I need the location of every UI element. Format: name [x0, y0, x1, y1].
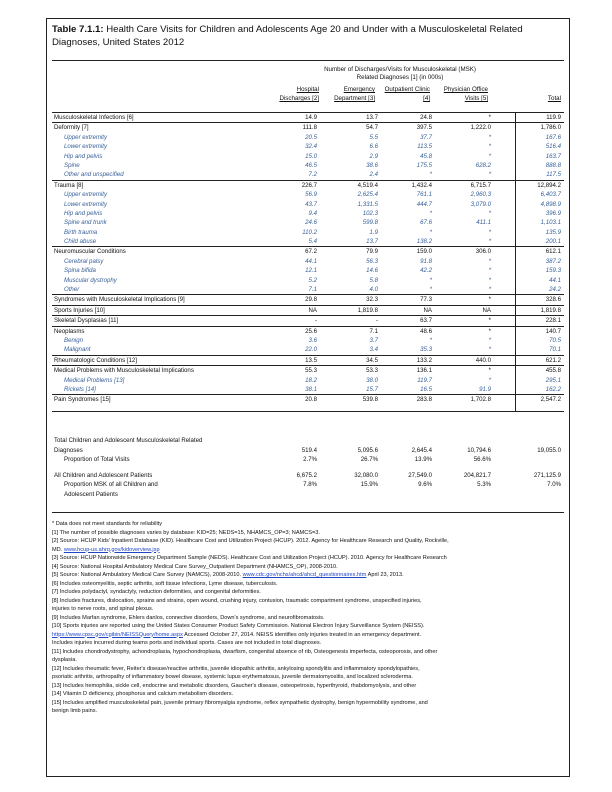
cell-total: 163.7 — [545, 152, 561, 160]
summary-prop-hospital: 2.7% — [303, 456, 317, 464]
cell-hospital: 3.6 — [308, 336, 317, 344]
cell-physician: * — [488, 209, 491, 217]
summary-all-ed: 32,080.0 — [354, 471, 378, 479]
cell-hospital: 55.3 — [305, 367, 317, 375]
summary-all-total: 271,125.9 — [533, 471, 561, 479]
cell-total: 117.5 — [546, 171, 561, 179]
cell-outpatient: 42.2 — [420, 267, 432, 275]
cell-ed: 2,625.4 — [357, 191, 378, 199]
footnote-8: [8] Includes fractures, dislocation, sprains and strains, open wound, crushing injury, contusion, traumatic compartment syndrome, unspecified injuries, — [52, 597, 422, 604]
cell-hospital: 5.2 — [308, 276, 317, 284]
table-row — [52, 355, 564, 365]
cell-outpatient: * — [429, 276, 432, 284]
cell-physician: * — [488, 336, 491, 344]
row-label: Lower extremity — [64, 143, 108, 151]
row-label: Other — [64, 286, 80, 294]
cell-hospital: 20.5 — [305, 133, 317, 141]
footnote-12-cont: psoriatic arthritis, arthropathy of inflammatory bowel disease, systemic lupus erythematosus, juvenile dermatomyositis, and localized scleroderma. — [52, 674, 413, 680]
cell-outpatient: 138.2 — [416, 238, 432, 246]
table-subrow — [52, 385, 564, 394]
cell-outpatient: 45.8 — [420, 152, 432, 160]
row-label: Neoplasms — [54, 327, 85, 335]
row-label: Hip and pelvis — [64, 209, 103, 217]
table-subrow — [52, 266, 564, 275]
row-label: Medical Problems with Musculoskeletal Implications — [54, 367, 194, 375]
cell-total: 135.9 — [545, 228, 561, 236]
cell-outpatient: 91.8 — [420, 257, 432, 265]
summary-prop2-total: 7.0% — [547, 481, 561, 489]
cell-hospital: 111.8 — [302, 124, 317, 132]
cell-physician: * — [488, 276, 491, 284]
cell-ed: 13.7 — [366, 238, 378, 246]
cell-hospital: - — [314, 317, 317, 325]
col-physician-l2: Visits [5] — [464, 95, 488, 102]
cell-outpatient: 761.1 — [416, 191, 432, 199]
cell-ed: 102.3 — [362, 209, 378, 217]
table-row — [52, 122, 564, 132]
cell-hospital: 9.4 — [308, 209, 317, 217]
cell-outpatient: 397.5 — [416, 124, 432, 132]
cell-hospital: 24.6 — [305, 219, 317, 227]
cell-total: 159.3 — [545, 267, 561, 275]
summary-total-total: 19,055.0 — [537, 446, 561, 454]
summary-all-outpatient: 27,549.0 — [408, 471, 432, 479]
cell-ed: 1.9 — [369, 228, 378, 236]
cell-outpatient: 16.5 — [420, 385, 432, 393]
table-subrow — [52, 161, 564, 170]
summary-prop2-label1: Proportion MSK of all Children and — [64, 481, 158, 489]
cell-total: 1,103.1 — [540, 219, 561, 227]
row-label: Spine — [64, 161, 80, 169]
cell-outpatient: 67.6 — [420, 219, 432, 227]
summary-prop2-ed: 15.9% — [360, 481, 378, 489]
cell-total: 228.1 — [545, 317, 561, 325]
cell-ed: 32.3 — [366, 296, 378, 304]
col-hospital-l1: Hospital — [296, 86, 319, 93]
cell-hospital: 15.0 — [305, 152, 317, 160]
cell-physician: * — [488, 143, 491, 151]
cell-ed: 2.9 — [369, 152, 378, 160]
summary-total-label2: Diagnoses — [54, 446, 83, 454]
cell-ed: 13.7 — [366, 114, 378, 121]
table-subrow — [52, 190, 564, 199]
footnote-10-cont: https://www.cpsc.gov/cgibin/NEISSQuery/home.aspx Accessed October 27, 2014. NEISS identifies only injuries treated in an emergency department. — [52, 631, 422, 638]
row-label: Spine and trunk — [64, 219, 107, 227]
header-group-line1: Number of Discharges/Visits for Musculoskeletal (MSK) — [324, 66, 476, 73]
row-label: Deformity [7] — [54, 124, 89, 132]
row-label: Muscular dystrophy — [64, 276, 117, 284]
cell-ed: 1,819.8 — [357, 306, 378, 314]
cell-outpatient: 35.3 — [420, 346, 432, 354]
row-label: Syndromes with Musculoskeletal Implications [9] — [54, 296, 185, 304]
cell-physician: * — [488, 238, 491, 246]
row-label: Cerebral palsy — [64, 257, 104, 265]
cell-total: 295.1 — [545, 376, 561, 384]
table-row — [52, 394, 564, 404]
cell-outpatient: 136.1 — [416, 367, 432, 375]
cell-total: 612.1 — [545, 248, 561, 256]
table-subrow — [52, 133, 564, 142]
cell-outpatient: * — [429, 228, 432, 236]
cell-hospital: 29.8 — [305, 296, 317, 304]
row-label: Medical Problems [13] — [64, 376, 125, 384]
cell-ed: 539.8 — [362, 396, 378, 404]
cell-outpatient: 63.7 — [420, 317, 432, 325]
cell-ed: 5.5 — [369, 133, 378, 141]
cell-physician: 1,702.8 — [470, 396, 491, 404]
cell-ed: 6.6 — [369, 143, 378, 151]
summary-prop2-label2: Adolescent Patients — [64, 490, 118, 498]
table-subrow — [52, 237, 564, 246]
cell-outpatient: * — [429, 286, 432, 294]
row-label: Rickets [14] — [64, 385, 96, 393]
cell-physician: 306.0 — [475, 248, 491, 256]
col-ed-l1: Emergency — [343, 86, 375, 93]
table-row — [52, 113, 564, 122]
cell-total: 44.1 — [549, 276, 561, 284]
summary-all-label: All Children and Adolescent Patients — [54, 471, 153, 479]
row-label: Upper extremity — [64, 191, 108, 199]
cell-hospital: 25.6 — [305, 327, 317, 335]
cell-ed: 4.0 — [369, 286, 378, 294]
cell-physician: 2,960.3 — [470, 191, 491, 199]
footnote-15: [15] Includes amplified musculoskeletal pain, juvenile primary fibromyalgia syndrome, reflex sympathetic dystrophy, benign hypermobility syndrome, and — [52, 699, 428, 706]
summary-prop2-outpatient: 9.6% — [418, 481, 432, 489]
cell-physician: * — [488, 346, 491, 354]
body-rule — [52, 411, 564, 412]
cell-physician: 3,079.0 — [470, 200, 491, 208]
cell-hospital: NA — [308, 306, 317, 314]
row-label: Malignant — [64, 346, 91, 354]
table-subrow — [52, 170, 564, 179]
title-rule — [52, 60, 564, 61]
cell-ed: 79.9 — [366, 248, 378, 256]
table-row — [52, 305, 564, 315]
cell-outpatient: * — [429, 336, 432, 344]
cell-physician: 1,222.0 — [470, 124, 491, 132]
cell-total: 167.6 — [545, 133, 561, 141]
cell-hospital: 56.9 — [305, 191, 317, 199]
cell-physician: * — [488, 152, 491, 160]
table-subrow — [52, 285, 564, 294]
footnote-8-cont: injuries to nerve roots, and spinal plexus. — [52, 606, 154, 612]
cell-total: 200.1 — [545, 238, 561, 246]
neiss-query-link[interactable]: https://www.cpsc.gov/cgibin/NEISSQuery/home.aspx — [52, 631, 183, 638]
summary-prop2-row — [52, 480, 564, 490]
cell-total: 396.9 — [545, 209, 561, 217]
row-label: Child abuse — [64, 238, 97, 246]
cell-hospital: 7.1 — [308, 286, 317, 294]
cell-outpatient: 283.8 — [416, 396, 432, 404]
cell-physician: * — [488, 171, 491, 179]
summary-prop-ed: 26.7% — [360, 456, 378, 464]
cell-hospital: 43.7 — [305, 200, 317, 208]
table-subrow — [52, 376, 564, 385]
cell-total: 140.7 — [545, 327, 561, 335]
col-total: Total — [547, 95, 561, 102]
cell-physician: 91.9 — [479, 385, 491, 393]
table-body — [52, 113, 564, 405]
notes-rule — [52, 512, 564, 513]
row-label: Other and unspecified — [64, 171, 124, 179]
cell-hospital: 20.8 — [305, 396, 317, 404]
summary-all-hospital: 6,675.2 — [296, 471, 317, 479]
cell-hospital: 5.4 — [308, 238, 317, 246]
footnote-reliability: * Data does not meet standards for reliability — [52, 521, 163, 527]
footnote-1: [1] The number of possible diagnoses varies by database: KID=25; NEDS=15, NHAMCS_OP=3; NAMCS=3. — [52, 529, 320, 536]
cell-total: 2,547.2 — [540, 396, 561, 404]
cell-hospital: 32.4 — [305, 143, 317, 151]
cell-ed: 56.3 — [366, 257, 378, 265]
cell-physician: 440.0 — [475, 356, 491, 364]
summary-total-label-row — [52, 436, 564, 446]
footnote-2: [2] Source: HCUP Kids' Inpatient Database (KID). Healthcare Cost and Utilization Project (HCUP). 2012. Agency for Healthcare Research and Quality, Rockville, — [52, 538, 449, 544]
cell-ed: 7.1 — [369, 327, 378, 335]
summary-proportion-label: Proportion of Total Visits — [64, 456, 130, 464]
cell-physician: * — [488, 296, 491, 304]
cell-total: 328.6 — [545, 296, 561, 304]
cell-hospital: 14.9 — [305, 114, 317, 121]
cell-outpatient: 48.6 — [420, 327, 432, 335]
cell-hospital: 46.5 — [305, 161, 317, 169]
cell-physician: * — [488, 133, 491, 141]
cell-total: 516.4 — [545, 143, 561, 151]
summary-prop-outpatient: 13.9% — [414, 456, 432, 464]
cell-outpatient: 444.7 — [416, 200, 432, 208]
footnote-9: [9] Includes Marfan syndrome, Ehlers danlos, connective disorders, Down's syndrome, and neurofibromatosis. — [52, 614, 325, 621]
row-label: Hip and pelvis — [64, 152, 103, 160]
col-ed-l2: Department [3] — [334, 95, 375, 102]
cell-ed: 3.7 — [369, 336, 378, 344]
cell-hospital: 7.2 — [308, 171, 317, 179]
table-title — [52, 24, 564, 49]
cell-physician: * — [488, 228, 491, 236]
cell-total: 119.9 — [546, 114, 561, 121]
table-subrow — [52, 200, 564, 209]
table-subrow — [52, 336, 564, 345]
namcs-questionnaires-link[interactable]: www.cdc.gov/nchs/ahcd/ahcd_questionnaires.htm — [242, 572, 367, 578]
summary-total-row — [52, 446, 564, 456]
cell-hospital: 110.2 — [302, 228, 317, 236]
table-subrow — [52, 152, 564, 161]
footnote-6: [6] Includes osteomyelitis, septic arthritis, soft tissue infections, Lyme disease, tuberculosis. — [52, 580, 278, 587]
footnote-7: [7] Includes polydactyl, syndactyly, reduction deformities, and congenital deformities. — [52, 589, 261, 595]
header-group-line2: Related Diagnoses [1] (in 000s) — [356, 74, 444, 81]
cell-physician: * — [488, 257, 491, 265]
cell-outpatient: * — [429, 171, 432, 179]
cell-outpatient: * — [429, 209, 432, 217]
table-number: Table 7.1.1: — [52, 24, 104, 35]
footnote-4: [4] Source: National Hospital Ambulatory Medical Care Survey_Outpatient Department (NHAMCS_OP), 2008-2010. — [52, 563, 338, 570]
footnote-13: [13] Includes hemophilia, sickle cell, endocrine and metabolic disorders, Gaucher's disease, osteopetrosis, hyperthyroid, rhabdomyolysis, and other — [52, 682, 417, 689]
cell-total: 70.5 — [549, 336, 561, 344]
cell-outpatient: 175.5 — [416, 161, 432, 169]
table-row — [52, 315, 564, 325]
cell-ed: 1,331.5 — [357, 200, 378, 208]
cell-ed: 38.6 — [366, 161, 378, 169]
cell-hospital: 67.2 — [305, 248, 317, 256]
row-label: Birth trauma — [64, 228, 98, 236]
cell-total: 1,819.8 — [540, 306, 561, 314]
cell-hospital: 226.7 — [301, 181, 317, 189]
table-row — [52, 326, 564, 336]
cell-physician: 411.1 — [476, 219, 491, 227]
cell-physician: * — [488, 327, 491, 335]
summary-prop2-hospital: 7.8% — [303, 481, 317, 489]
footnote-10: [10] Sports injuries are reported using the United States Consumer Product Safety Commission. National Electron Injury Surveillance System (NEISS). — [52, 623, 425, 629]
cell-outpatient: 77.3 — [420, 296, 432, 304]
row-label: Pain Syndromes [15] — [54, 396, 111, 404]
row-label: Upper extremity — [64, 133, 108, 141]
cell-outpatient: 24.8 — [420, 114, 432, 121]
summary-total-outpatient: 2,645.4 — [411, 446, 432, 454]
footnote-11: [11] Includes chondrodystrophy, achondroplasia, hypochondroplasia, dwarfism, congenital absence of rib, Osteogenesis imperfecta, osteoporosis, and other — [52, 648, 438, 655]
row-label: Spina bifida — [64, 267, 96, 275]
cell-hospital: 13.5 — [305, 356, 317, 364]
table-subrow — [52, 218, 564, 227]
cell-outpatient: 1,432.4 — [411, 181, 432, 189]
cell-total: 387.2 — [545, 257, 561, 265]
cell-outpatient: NA — [423, 306, 432, 314]
cell-outpatient: 159.0 — [416, 248, 432, 256]
summary-total-physician: 10,794.6 — [467, 446, 491, 454]
kid-overview-link[interactable]: www.hcup-us.ahrq.gov/kidoverview.jsp — [63, 546, 160, 553]
cell-physician: * — [488, 267, 491, 275]
col-physician-l1: Physician Office — [443, 86, 488, 93]
cell-physician: * — [488, 367, 491, 375]
cell-ed: 15.7 — [366, 385, 378, 393]
table-subrow — [52, 257, 564, 266]
summary-block — [52, 436, 564, 500]
row-label: Trauma [8] — [54, 181, 84, 189]
cell-outpatient: 113.5 — [417, 143, 432, 151]
footnotes — [52, 520, 564, 716]
table-subrow — [52, 228, 564, 237]
cell-physician: 628.2 — [475, 161, 491, 169]
cell-outpatient: 133.2 — [416, 356, 432, 364]
cell-hospital: 12.1 — [305, 267, 317, 275]
cell-total: 12,894.2 — [537, 181, 561, 189]
row-label: Musculoskeletal Infections [6] — [54, 114, 134, 121]
cell-total: 6,403.7 — [540, 191, 561, 199]
summary-prop-physician: 56.6% — [473, 456, 491, 464]
table-row — [52, 246, 564, 256]
cell-ed: 2.4 — [369, 171, 378, 179]
table-row — [52, 180, 564, 190]
cell-physician: * — [488, 376, 491, 384]
row-label: Rheumatologic Conditions [12] — [54, 356, 137, 364]
cell-total: 455.8 — [545, 367, 561, 375]
table-subrow — [52, 209, 564, 218]
cell-outpatient: 37.7 — [420, 133, 432, 141]
cell-ed: 54.7 — [366, 124, 378, 132]
cell-ed: 4,519.4 — [357, 181, 378, 189]
cell-total: 162.2 — [545, 385, 561, 393]
summary-proportion-row — [52, 455, 564, 465]
cell-hospital: 44.1 — [305, 257, 317, 265]
footnote-14: [14] Vitamin D deficiency, phosphorus and calcium metabolism disorders. — [52, 691, 234, 697]
summary-all-row — [52, 471, 564, 481]
cell-ed: 599.8 — [362, 219, 378, 227]
cell-hospital: 38.1 — [305, 385, 317, 393]
summary-prop2-physician: 5.3% — [477, 481, 491, 489]
summary-total-label1: Total Children and Adolescent Musculoskeletal Related — [54, 437, 203, 444]
cell-physician: * — [488, 286, 491, 294]
footnote-2-cont: MD. www.hcup-us.ahrq.gov/kidoverview.jsp — [52, 546, 160, 553]
cell-ed: 5.8 — [369, 276, 378, 284]
summary-all-physician: 204,821.7 — [463, 471, 491, 479]
table-subrow — [52, 142, 564, 151]
footnote-15-cont: benign limb pains. — [52, 708, 98, 714]
footnote-10-cont2: Includes injuries incurred during teams ports and individual sports. Cases are not included in total diagnoses. — [52, 640, 322, 646]
cell-physician: * — [488, 114, 491, 121]
row-label: Benign — [64, 336, 83, 344]
col-hospital-l2: Discharges [2] — [279, 95, 319, 102]
cell-total: 4,898.9 — [540, 200, 561, 208]
row-label: Neuromuscular Conditions — [54, 248, 126, 256]
cell-total: 70.1 — [549, 346, 561, 354]
table-subrow — [52, 276, 564, 285]
cell-total: 621.2 — [545, 356, 561, 364]
cell-total: 888.8 — [545, 161, 561, 169]
footnote-11-cont: dysplasia. — [52, 657, 77, 663]
cell-ed: 38.0 — [366, 376, 378, 384]
summary-total-ed: 5,095.6 — [357, 446, 378, 454]
cell-ed: 53.3 — [366, 367, 378, 375]
cell-ed: - — [375, 317, 378, 325]
row-label: Lower extremity — [64, 200, 108, 208]
col-outpatient-l1: Outpatient Clinic — [384, 86, 430, 93]
cell-total: 24.2 — [549, 286, 561, 294]
cell-physician: 6,715.7 — [470, 181, 491, 189]
table-row — [52, 365, 564, 375]
cell-ed: 34.5 — [366, 356, 378, 364]
row-label: Skeletal Dysplasias [11] — [54, 317, 119, 325]
table-title-text: Health Care Visits for Children and Adolescents Age 20 and Under with a Musculoskeletal Related Diagnoses, United States 2012 — [52, 24, 523, 48]
summary-total-hospital: 519.4 — [301, 446, 317, 454]
cell-ed: 14.6 — [366, 267, 378, 275]
cell-total: 1,786.0 — [540, 124, 561, 132]
cell-hospital: 18.2 — [305, 376, 317, 384]
cell-ed: 3.4 — [369, 346, 378, 354]
cell-physician: * — [488, 317, 491, 325]
summary-prop2-label-row — [52, 490, 564, 500]
cell-outpatient: 119.7 — [417, 376, 432, 384]
cell-hospital: 22.0 — [305, 346, 317, 354]
cell-physician: NA — [482, 306, 491, 314]
col-outpatient-l2: [4] — [423, 95, 430, 102]
table-row — [52, 294, 564, 304]
footnote-12: [12] Includes rheumatic fever, Reiter's disease/reactive arthritis, juvenile idiopathic arthritis, ankylosing spondylitis and inflammatory spondylopathies, — [52, 665, 420, 672]
footnote-5: [5] Source: National Ambulatory Medical Care Survey (NAMCS), 2008-2010. www.cdc.gov/nchs/ahcd/ahcd_questionnaires.htm April 23, 2013. — [52, 572, 404, 578]
footnote-3: [3] Source: HCUP Nationwide Emergency Department Sample (NEDS). Healthcare Cost and Utilization Project (HCUP). 2010. Agency for Healthcare Research — [52, 555, 447, 561]
row-label: Sports Injuries [10] — [54, 306, 105, 314]
table-subrow — [52, 345, 564, 354]
